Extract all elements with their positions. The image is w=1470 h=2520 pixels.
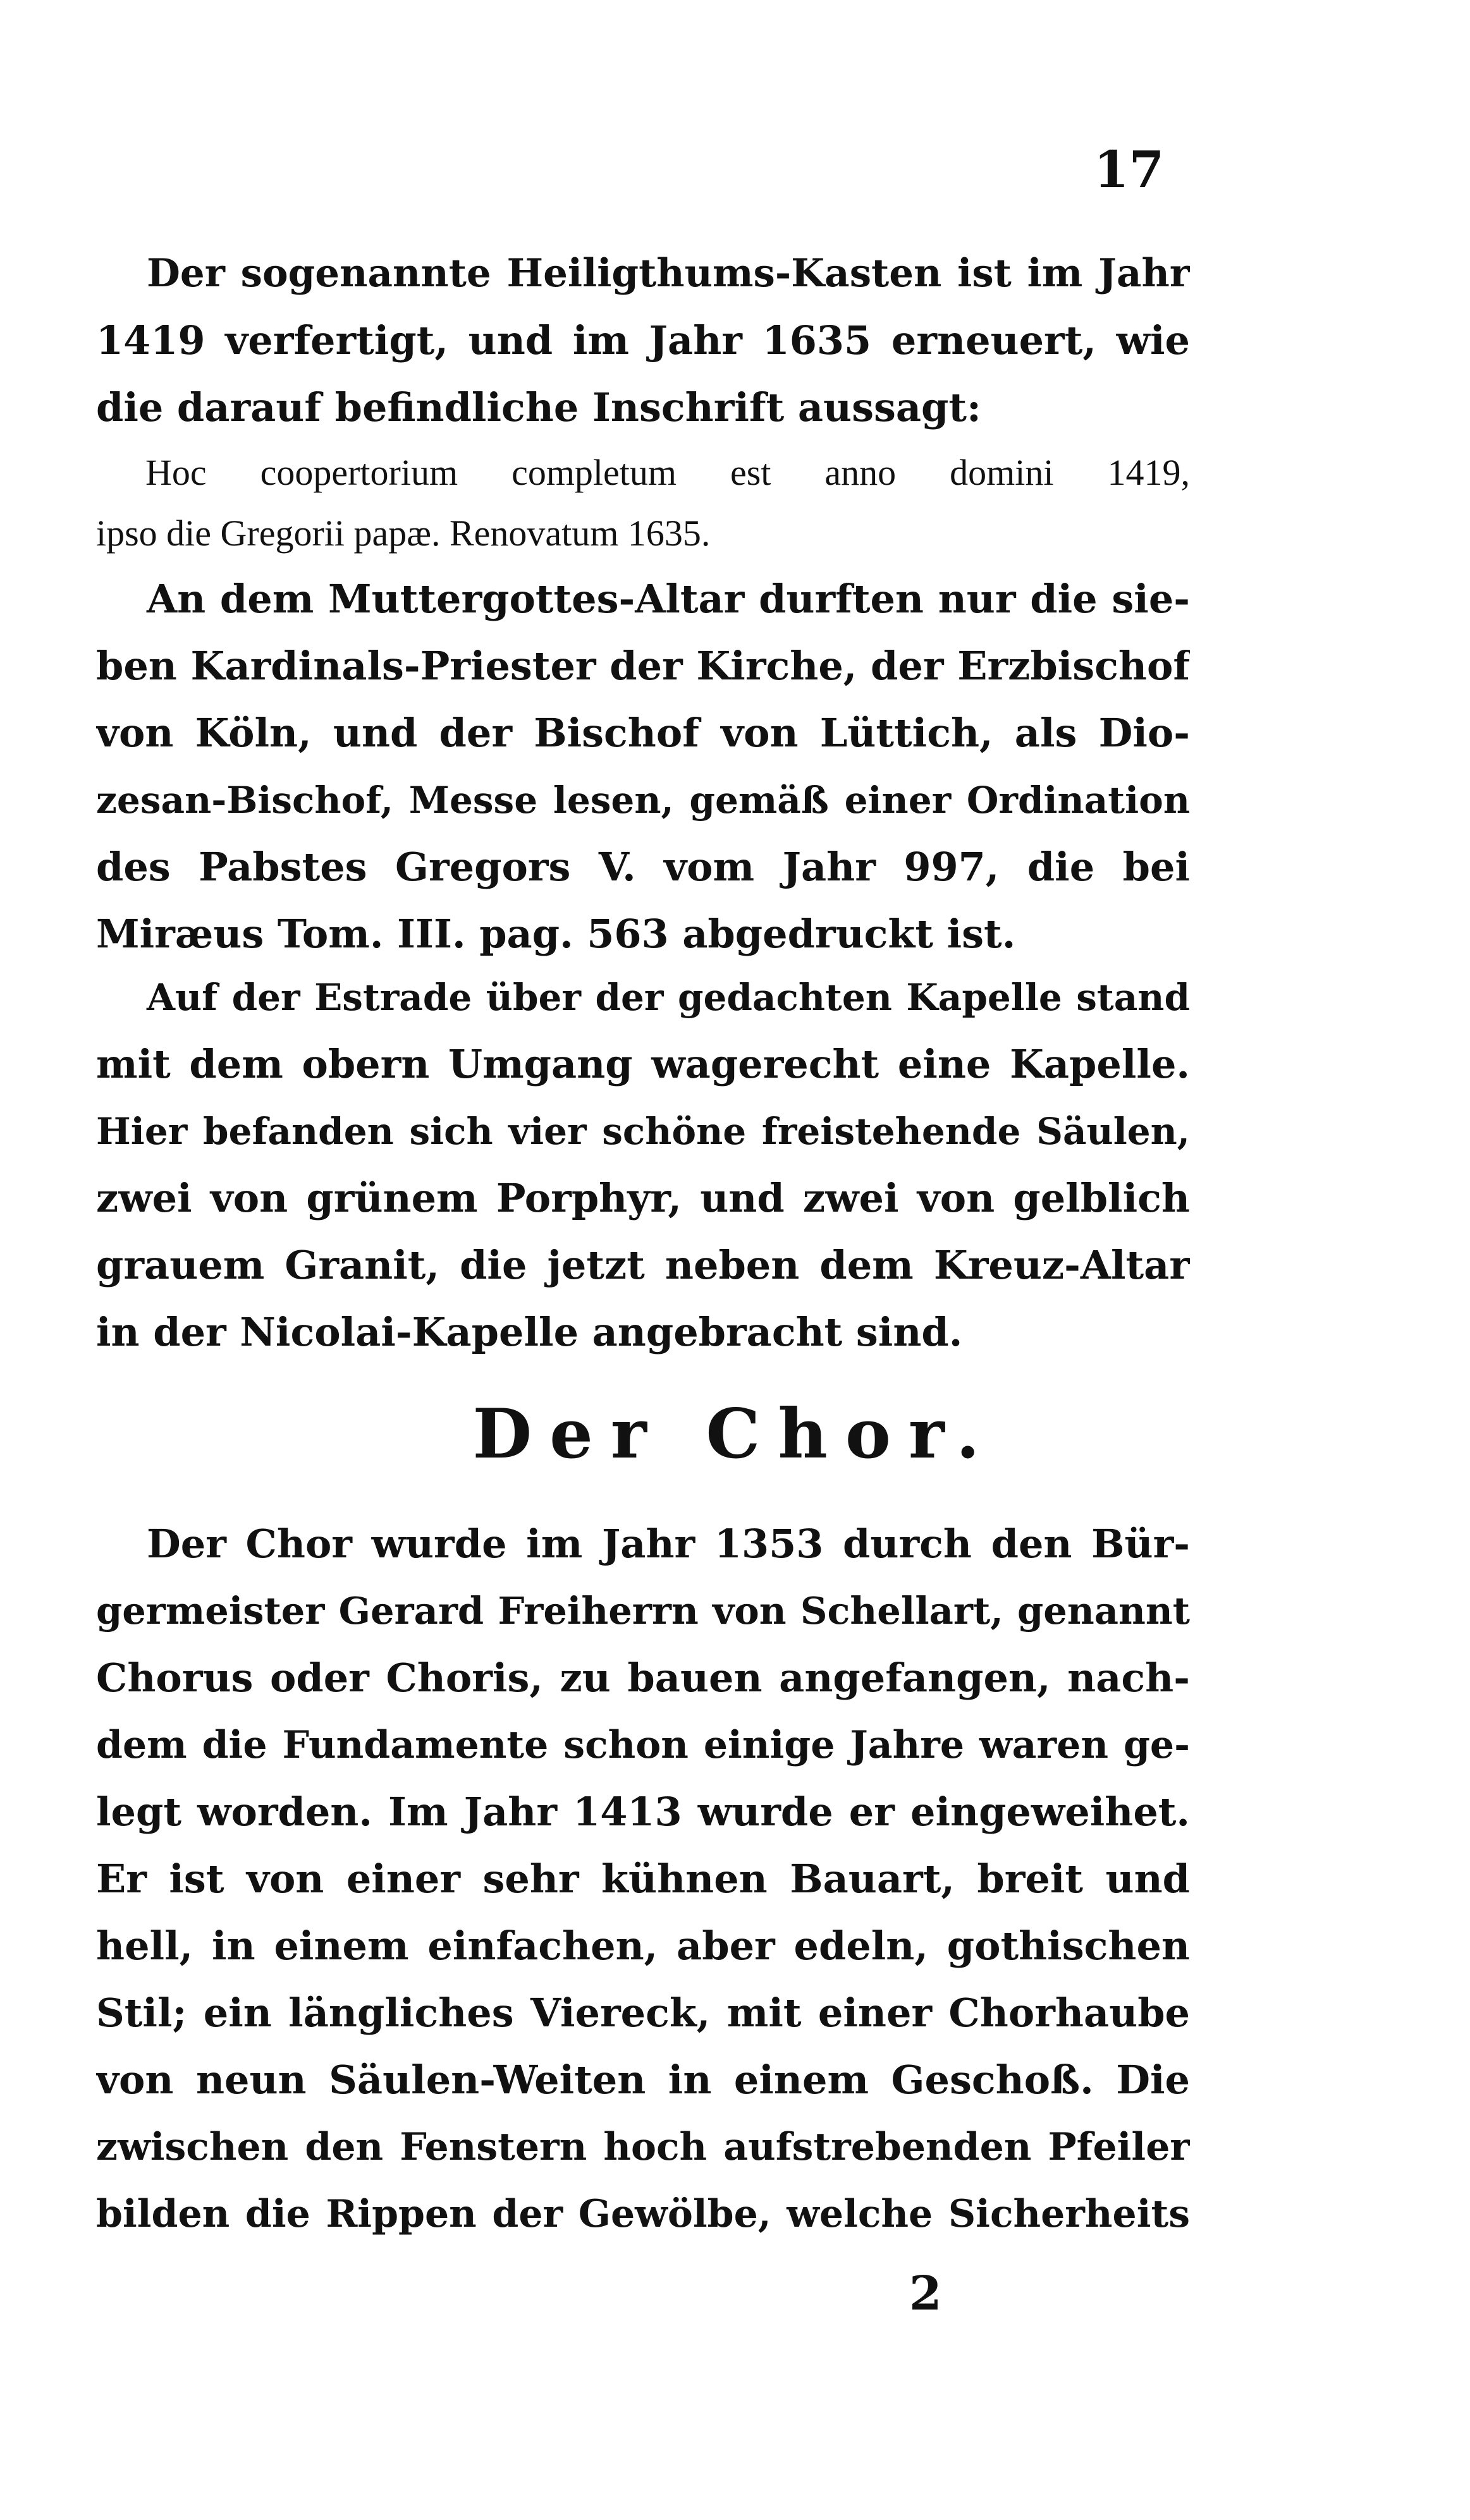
signature-mark: 2 [909, 2267, 942, 2321]
inscription-line: Hoc coopertorium completum est anno domini 1419, [145, 452, 1190, 493]
paragraph-heiligthums-kasten [96, 240, 1190, 441]
inscription-line: ipso die Gregorii papæ. Renovatum 1635. [96, 513, 711, 554]
text-line: Auf der Estrade über der gedachten Kapelle stand [147, 976, 1190, 1019]
text-line: An dem Muttergottes-Altar durften nur die sie- [147, 576, 1190, 622]
latin-inscription [96, 442, 1190, 564]
text-line: bilden die Rippen der Gewölbe, welche Sicherheits [96, 2192, 1190, 2236]
text-line: dem die Fundamente schon einige Jahre waren ge- [96, 1723, 1190, 1767]
page-number: 17 [1094, 140, 1165, 199]
text-line: Er ist von einer sehr kühnen Bauart, breit und [96, 1856, 1190, 1902]
text-line: germeister Gerard Freiherrn von Schellart, genannt [96, 1589, 1190, 1633]
paragraph-estrade [96, 964, 1190, 1366]
text-line: hell, in einem einfachen, aber edeln, gothischen [96, 1923, 1190, 1969]
text-line: in der Nicolai-Kapelle angebracht sind. [96, 1309, 963, 1355]
paragraph-chor [96, 1511, 1190, 2248]
text-line: des Pabstes Gregors V. vom Jahr 997, die bei [96, 844, 1190, 890]
paragraph-muttergottes-altar [96, 566, 1190, 968]
text-line: Hier befanden sich vier schöne freistehende Säulen, [96, 1110, 1190, 1153]
text-line: Miræus Tom. III. pag. 563 abgedruckt ist. [96, 911, 1016, 957]
section-heading: Der Chor. [472, 1394, 998, 1474]
text-line: zwei von grünem Porphyr, und zwei von gelblich [96, 1175, 1190, 1221]
text-line: legt worden. Im Jahr 1413 wurde er eingeweihet. [96, 1789, 1190, 1835]
text-line: von neun Säulen-Weiten in einem Geschoß. Die [96, 2057, 1190, 2103]
text-line: Stil; ein längliches Viereck, mit einer Chorhaube [96, 1990, 1190, 2036]
text-line: von Köln, und der Bischof von Lüttich, als Dio- [96, 710, 1190, 756]
text-line: Chorus oder Choris, zu bauen angefangen, nach- [96, 1655, 1190, 1701]
text-line: 1419 verfertigt, und im Jahr 1635 erneuert, wie [96, 317, 1190, 363]
text-line: Der Chor wurde im Jahr 1353 durch den Bür- [147, 1521, 1190, 1567]
text-line: die darauf befindliche Inschrift aussagt: [96, 384, 981, 430]
text-line: Der sogenannte Heiligthums-Kasten ist im Jahr [147, 251, 1190, 296]
text-line: zesan-Bischof, Messe lesen, gemäß einer Ordination [96, 779, 1190, 822]
text-line: zwischen den Fenstern hoch aufstrebenden Pfeiler [96, 2125, 1190, 2169]
text-line: grauem Granit, die jetzt neben dem Kreuz-Altar [96, 1242, 1190, 1288]
text-line: ben Kardinals-Priester der Kirche, der Erzbischof [96, 643, 1190, 689]
text-line: mit dem obern Umgang wagerecht eine Kapelle. [96, 1041, 1190, 1087]
